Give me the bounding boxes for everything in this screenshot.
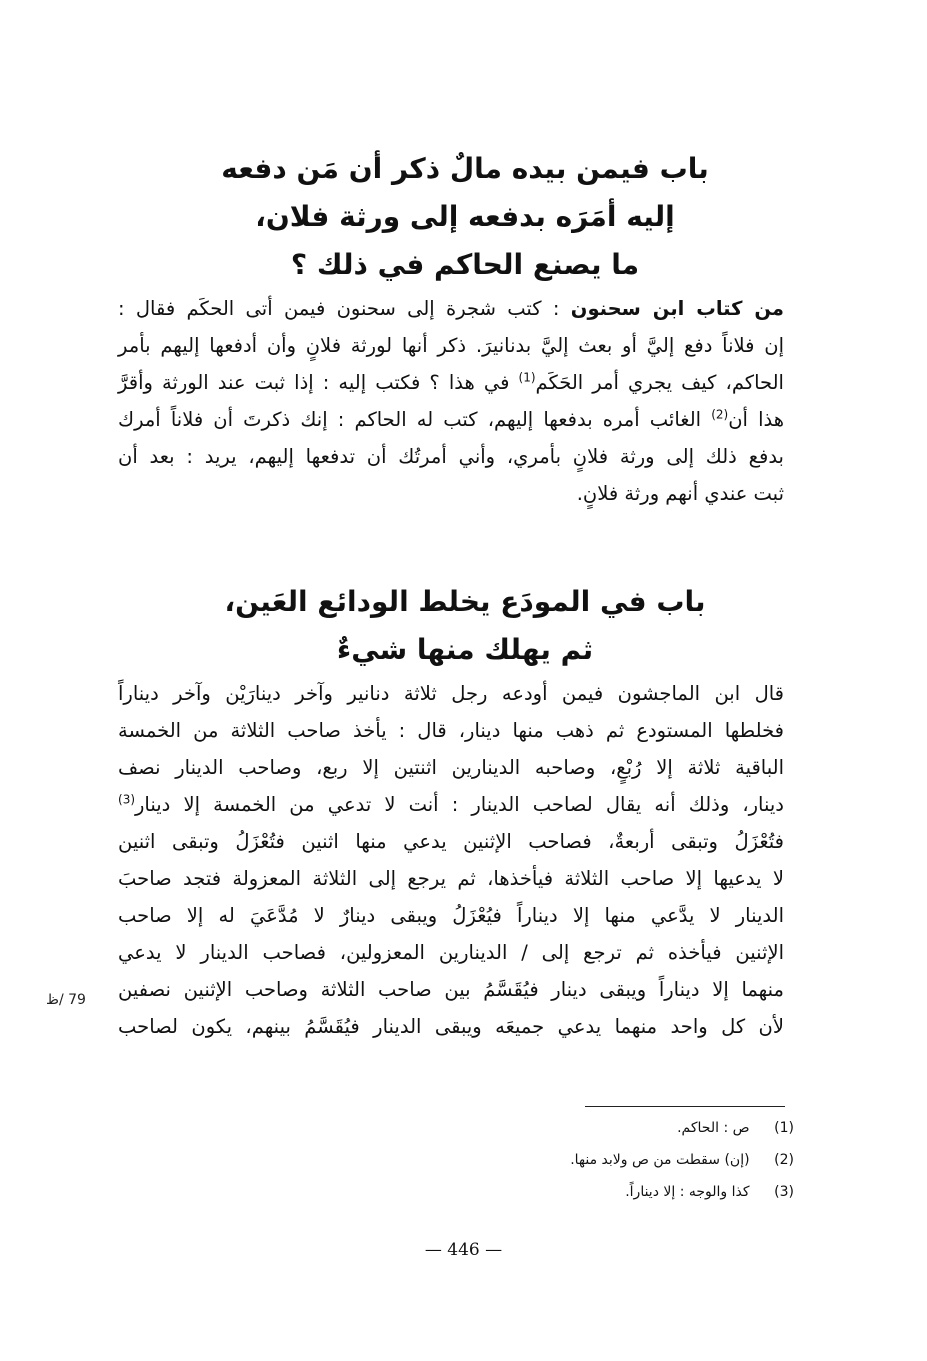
footnote-divider [585,1106,785,1107]
text-line: الباقية ثلاثة إلا رُبْعٍ، وصاحبه الدينارين اثنتين إلا ربع، وصاحب الدينار نصف [118,756,784,779]
footnote-text: ص : الحاكم. [677,1120,750,1136]
text-line [118,364,784,401]
page-number: — 446 — [424,1240,503,1260]
text-line: إن فلاناً دفع إليَّ أو بعث إليَّ بدنانيرَ. ذكر أنها لورثة فلانٍ وأن أدفعها إليهم بأمر [118,334,784,357]
text-run: في هذا ؟ فكتب إليه : إذا ثبت عند الورثة وأقرَّ [118,371,519,394]
text-line: فخلطها المستودع ثم ذهب منها دينار، قال : يأخذ صاحب الثلاثة من الخمسة [118,719,784,742]
text-line: الإثنين فيأخذه ثم ترجع إلى / الدينارين المعزولين، فصاحب الدينار لا يدعي [118,941,784,964]
section-heading-2 [120,578,810,674]
text-line: بدفع ذلك إلى ورثة فلانٍ بأمري، وأني أمرتُك أن تدفعها إليهم، يريد : بعد أن [118,445,784,468]
footnote-text: كذا والوجه : إلا ديناراً. [625,1184,750,1200]
footnote-ref-2: (2) [711,407,729,422]
paragraph-1 [118,290,784,512]
heading-line: ثم يهلك منها شيءٌ [336,633,594,666]
paragraph-2 [118,675,784,1045]
footnote-number: (3) [774,1184,794,1200]
heading-line: باب فيمن بيده مالٌ ذكر أن مَن دفعه [221,152,709,185]
text-run: دينار، وذلك أنه يقال لصاحب الدينار : أنت لا تدعي من الخمسة إلا دينار [135,793,784,816]
text-line: الدينار لا يدَّعي منها إلا ديناراً فيُعْزَلُ ويبقى دينارٌ لا مُدَّعَيَ له إلا صاحب [118,904,784,927]
section-heading-1 [120,145,810,289]
folio-margin-note: 79 /ظ [46,992,86,1008]
footnotes [380,1112,794,1208]
text-line: منهما إلا ديناراً ويبقى دينار فيُقَسَّمُ بين صاحب الثلاثة وصاحب الإثنين نصفين [118,978,784,1001]
text-line: قال ابن الماجشون فيمن أودعه رجل ثلاثة دنانير وآخر دينارَيْن وآخر ديناراً [118,682,784,705]
footnote-text: (إن) سقطت من ص ولابد منها. [570,1152,750,1168]
footnote-number: (2) [774,1152,794,1168]
text-line: فتُعْزَلُ وتبقى أربعةٌ، فصاحب الإثنين يدعي منها اثنين فتُعْزَلُ وتبقى اثنين [118,830,784,853]
text-run: هذا أن [728,408,785,431]
text-run: الغائب أمره بدفعها إليهم، كتب له الحاكم : إنك ذكرتَ أن فلاناً أمرك [118,408,712,431]
footnote [380,1112,794,1144]
text-line [118,786,784,823]
source-reference: من كتاب ابن سحنون [570,297,784,320]
text-run: الحاكم، كيف يجري أمر الحَكَم [535,371,784,394]
footnote-ref-1: (1) [518,370,536,385]
footnote [380,1176,794,1208]
text-line [118,401,784,438]
footnote-number: (1) [774,1120,794,1136]
text-line: ثبت عندي أنهم ورثة فلانٍ. [576,482,784,505]
text-run: : كتب شجرة إلى سحنون فيمن أتى الحكَم فقال : [118,297,571,320]
heading-line: ما يصنع الحاكم في ذلك ؟ [290,248,640,281]
footnote-ref-3: (3) [118,792,136,807]
heading-line: باب في المودَع يخلط الودائع العَين، [224,585,706,618]
footnote [380,1144,794,1176]
text-line [118,290,784,327]
heading-line: إليه أمَرَه بدفعه إلى ورثة فلان، [255,200,675,233]
text-line: لأن كل واحد منهما يدعي جميعَه ويبقى الدينار فيُقَسَّمُ بينهم، يكون لصاحب [118,1015,784,1038]
text-line: لا يدعيها إلا صاحب الثلاثة فيأخذها، ثم يرجع إلى الثلاثة المعزولة فتجد صاحبَ [118,867,784,890]
